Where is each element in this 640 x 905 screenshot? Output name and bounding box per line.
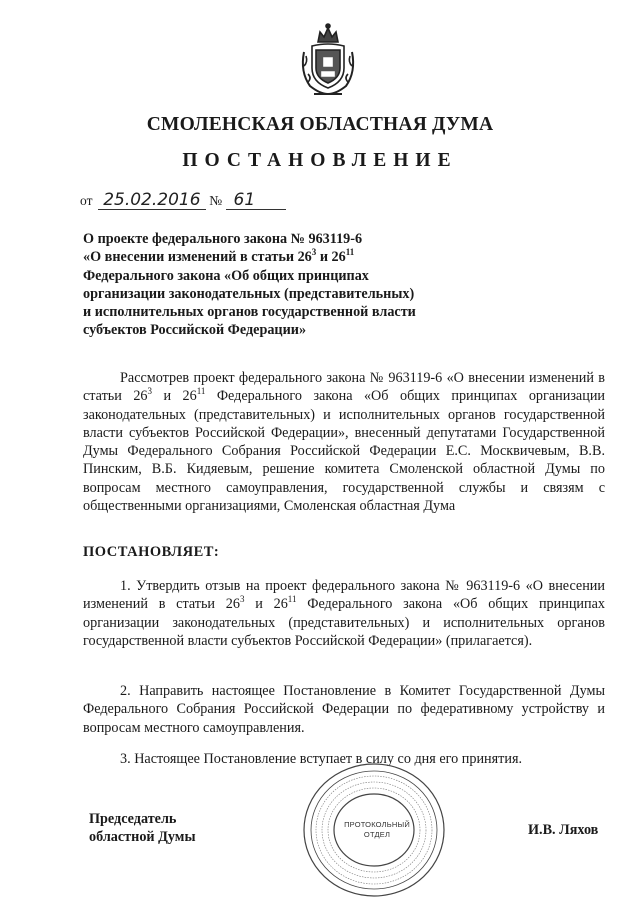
signer-name: И.В. Ляхов <box>528 822 599 838</box>
subject-line: О проекте федерального закона № 963119-6 <box>83 231 363 247</box>
number-value: 61 <box>226 192 286 210</box>
number-sign: № <box>209 193 223 208</box>
coat-of-arms-icon <box>296 22 360 98</box>
preamble-paragraph: Рассмотрев проект федерального закона № 963119-6 «О внесении изменений в статьи $26^3$ и $26^{11}$ Федерального закона «Об общих принципах организации законодательных (представительных) и исполнительных органов государственной власти субъектов Российской Федерации», внесенный депутатами Государственной Думы Федерального Собрания Российской Федерации Е.С. Москвичевым, В.В. Пинским, В.Б. Кидяевым, решение комитета Смоленской областной Думы по вопросам местного самоуправления, государственной службы и связям с общественными организациями, Смоленская областная Дума <box>83 370 606 515</box>
document-type: ПОСТАНОВЛЕНИЕ <box>182 150 458 171</box>
signer-position: Председатель областной Думы <box>89 811 196 846</box>
date-prefix: от <box>80 193 93 208</box>
decree-item-3: 3. Настоящее Постановление вступает в силу со дня его принятия. <box>120 751 523 767</box>
decree-item-1: 1. Утвердить отзыв на проект федерального закона № 963119-6 «О внесении изменений в статьи $26^3$ и $26^{11}$ Федерального закона «Об общих принципах организации законодательных (представительных) и исполнительных органов государственной власти субъектов Российской Федерации» (прилагается). <box>83 578 605 649</box>
date-number-line <box>80 192 286 210</box>
subject-line: «О внесении изменений в статьи $26^3$ и $26^{11}$ <box>83 246 355 266</box>
subject-line: Федерального закона «Об общих принципах <box>83 267 369 284</box>
document-subject <box>83 230 463 340</box>
stamp-center-text: ПРОТОКОЛЬНЫЙ ОТДЕЛ <box>344 820 410 839</box>
subject-line: организации законодательных (представительных) <box>83 285 415 302</box>
organization-title: СМОЛЕНСКАЯ ОБЛАСТНАЯ ДУМА <box>146 114 494 135</box>
subject-line: субъектов Российской Федерации» <box>83 322 307 339</box>
subject-line: и исполнительных органов государственной власти <box>83 304 416 321</box>
decree-heading: ПОСТАНОВЛЯЕТ: <box>83 544 220 560</box>
decree-item-2: 2. Направить настоящее Постановление в Комитет Государственной Думы Федерального Собрания Российской Федерации по федеративному устройству и вопросам местного самоуправления. <box>83 683 605 736</box>
date-value: 25.02.2016 <box>98 192 206 210</box>
